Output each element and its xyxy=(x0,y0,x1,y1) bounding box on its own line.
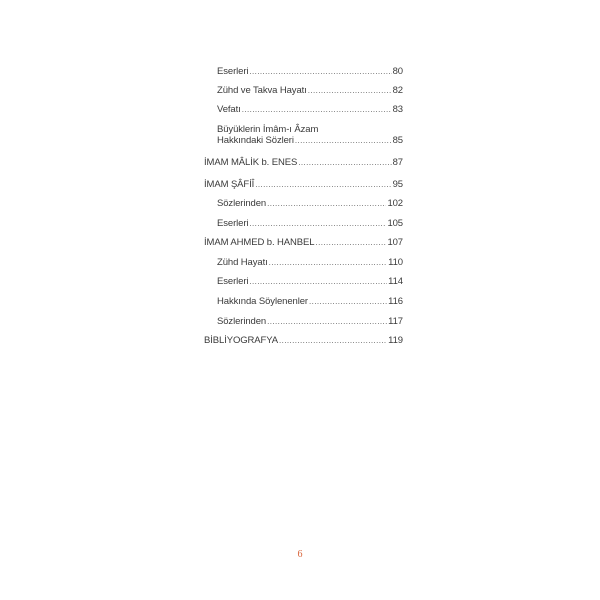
toc-entry xyxy=(217,85,403,96)
dot-leader xyxy=(255,179,391,190)
page-number: 6 xyxy=(297,549,303,560)
toc-entry-title: Eserleri xyxy=(217,276,249,287)
toc-entry-page: 116 xyxy=(388,296,403,307)
toc-entry xyxy=(217,198,403,209)
toc-entry-page: 87 xyxy=(392,157,403,168)
toc-entry-title: İMAM MÂLİK b. ENES xyxy=(204,157,298,168)
dot-leader xyxy=(267,316,387,327)
dot-leader xyxy=(315,237,386,248)
toc-entry-title: Zühd ve Takva Hayatı xyxy=(217,85,307,96)
toc-entry-page: 83 xyxy=(392,104,403,115)
dot-leader xyxy=(308,85,392,96)
toc-entry xyxy=(204,335,403,346)
toc-entry-page: 110 xyxy=(388,257,403,268)
toc-entry-line xyxy=(217,135,403,146)
toc-entry xyxy=(217,218,403,229)
toc-entry-page: 80 xyxy=(392,66,403,77)
toc-entry xyxy=(217,257,403,268)
toc-entry-title: Büyüklerin İmâm-ı Âzam xyxy=(217,124,319,135)
toc-entry-page: 105 xyxy=(387,218,403,229)
dot-leader xyxy=(242,104,392,115)
toc-entry-title: Eserleri xyxy=(217,66,249,77)
dot-leader xyxy=(249,276,387,287)
toc-entry-title: İMAM ŞÂFİÎ xyxy=(204,179,255,190)
toc-entry-title: Sözlerinden xyxy=(217,316,267,327)
toc-entry-page: 82 xyxy=(392,85,403,96)
dot-leader xyxy=(309,296,387,307)
toc-entry-title: Hakkında Söylenenler xyxy=(217,296,308,307)
toc-entry xyxy=(217,316,403,327)
toc-entry-page: 102 xyxy=(387,198,403,209)
toc-entry-title: Vefatı xyxy=(217,104,241,115)
toc-entry xyxy=(217,124,403,146)
toc-entry-page: 107 xyxy=(387,237,403,248)
toc-entry xyxy=(217,104,403,115)
dot-leader xyxy=(279,335,387,346)
toc-entry xyxy=(204,157,403,168)
toc-entry-page: 117 xyxy=(388,316,403,327)
toc-entry xyxy=(217,66,403,77)
toc-entry-title: Eserleri xyxy=(217,218,249,229)
toc-entry xyxy=(217,276,403,287)
toc-entry-title: BİBLİYOGRAFYA xyxy=(204,335,279,346)
toc-entry-page: 95 xyxy=(392,179,403,190)
toc-entry xyxy=(217,296,403,307)
toc-entry-title: İMAM AHMED b. HANBEL xyxy=(204,237,315,248)
toc-entry-page: 85 xyxy=(392,135,403,146)
dot-leader xyxy=(267,198,386,209)
toc-entry-title-continued: Hakkındaki Sözleri xyxy=(217,135,294,146)
toc-entry xyxy=(204,179,403,190)
dot-leader xyxy=(269,257,387,268)
dot-leader xyxy=(249,218,386,229)
toc-entry-page: 114 xyxy=(388,276,403,287)
dot-leader xyxy=(249,66,391,77)
toc-entry xyxy=(204,237,403,248)
dot-leader xyxy=(295,135,392,146)
toc-entry-title: Zühd Hayatı xyxy=(217,257,268,268)
toc-entry-title: Sözlerinden xyxy=(217,198,267,209)
dot-leader xyxy=(298,157,391,168)
toc-entry-page: 119 xyxy=(388,335,403,346)
